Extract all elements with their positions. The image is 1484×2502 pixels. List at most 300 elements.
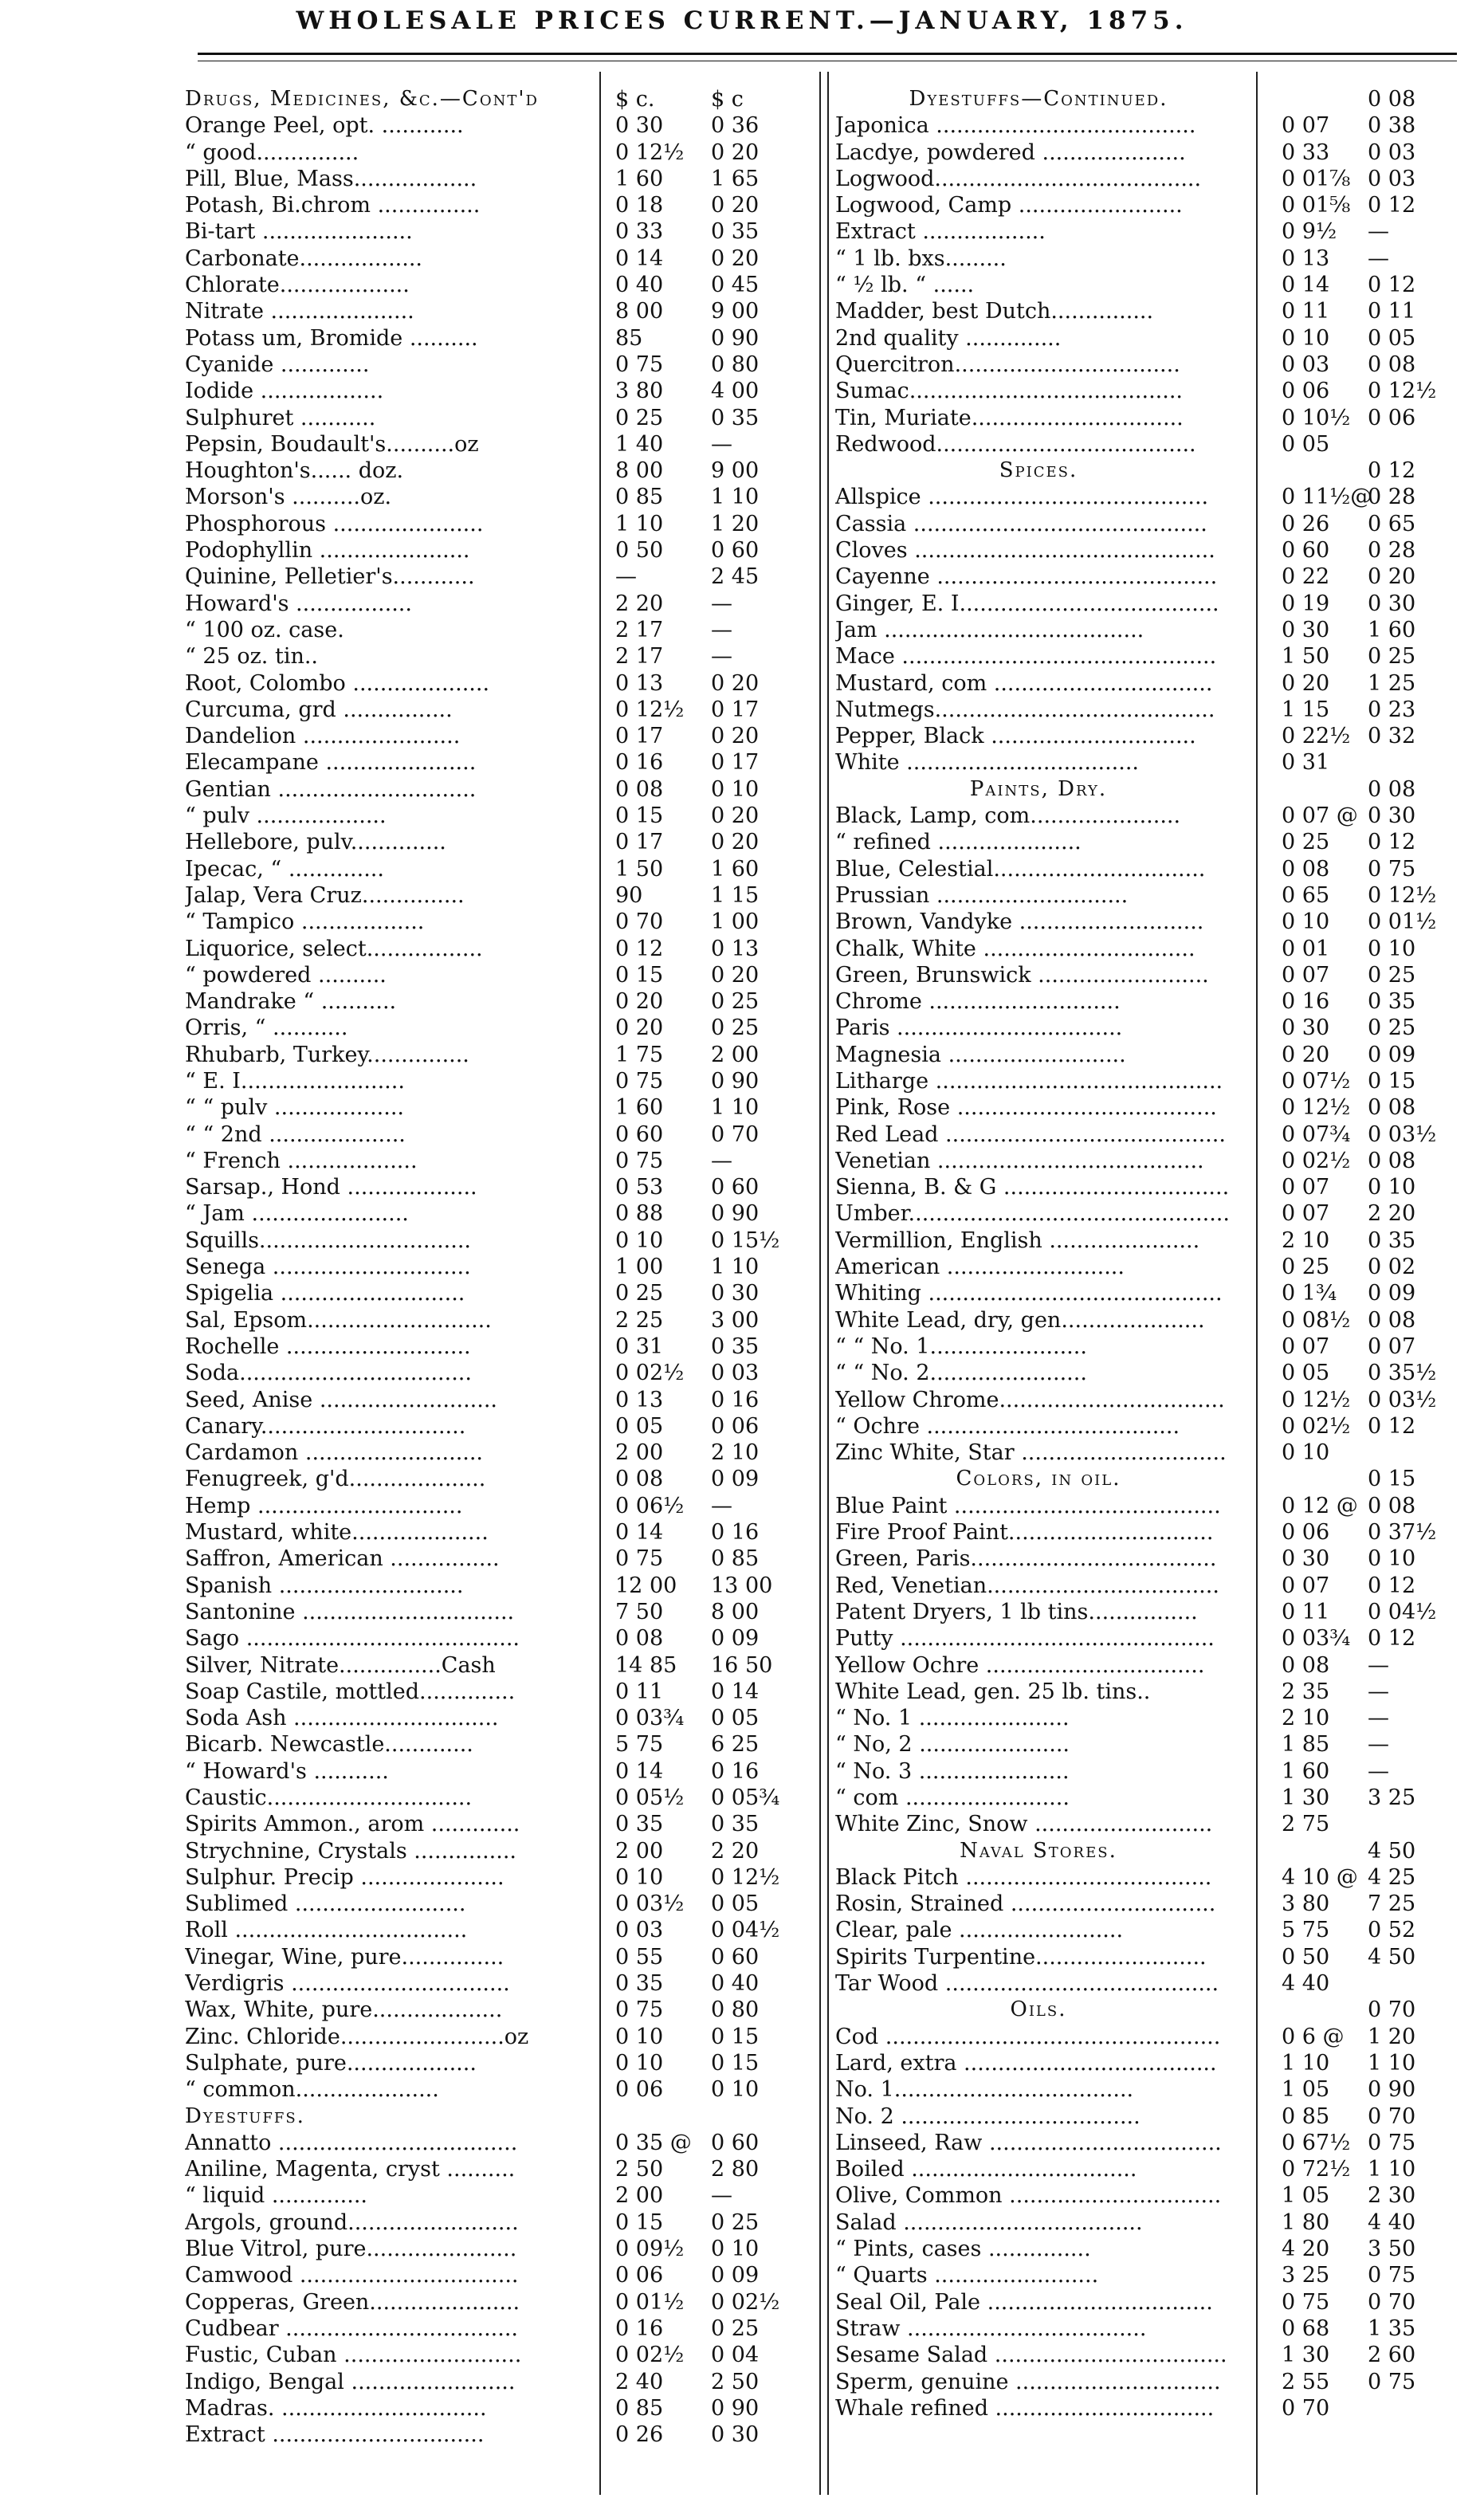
item-name: White Lead, gen. 25 lb. tins.. [835,1679,1151,1704]
price-row [835,2076,1457,2103]
price-row [835,325,1457,352]
item-name: Soda.................................. [185,1361,472,1386]
price-high: 0 08 [1368,776,1416,802]
item-name: Cyanide ............. [185,352,370,377]
price-high: — [1368,219,1389,245]
price-row [185,670,822,697]
price-low: 2 17 [615,644,664,670]
price-row [835,2209,1457,2236]
item-name: Sago ........................................ [185,1626,520,1652]
item-name: Jalap, Vera Cruz............... [185,882,465,908]
price-row [835,1652,1457,1679]
price-row [185,1015,822,1041]
price-high: 0 12½ [1368,379,1437,404]
item-name: Litharge .......................................... [835,1068,1223,1094]
item-name: “ Quarts ........................ [835,2263,1099,2288]
price-high: 0 10 [711,2077,760,2103]
price-low: 0 25 [615,405,664,430]
item-name: Madder, best Dutch............... [835,299,1154,324]
price-low: 0 08 [615,776,664,802]
price-high: 1 60 [1368,617,1416,642]
price-high: 0 12 [1368,1413,1416,1439]
price-high: 0 25 [711,989,760,1015]
price-high: 0 03 [1368,139,1416,165]
item-name: Orris, “ ........... [185,1015,348,1041]
item-name: Bicarb. Newcastle............. [185,1732,473,1758]
price-row [835,1891,1457,1917]
price-low: 0 10 [1282,909,1330,935]
price-low: 0 6 @ [1282,2024,1345,2049]
price-low: 0 02½ [1282,1413,1351,1439]
price-row [835,2369,1457,2395]
price-row [185,2182,822,2209]
item-name: Potash, Bi.chrom ............... [185,193,481,218]
item-name: Quercitron................................. [835,352,1180,377]
price-row [835,1413,1457,1440]
price-low: 0 17 [615,830,664,855]
item-name: Sienna, B. & G ................................. [835,1175,1230,1200]
price-high: 0 12½ [711,1864,780,1890]
item-name: Cayenne ......................................... [835,564,1218,590]
price-high: 3 50 [1368,2237,1416,2262]
price-row [835,431,1457,458]
price-high: 4 50 [1368,1838,1416,1864]
item-name: Cudbear .................................. [185,2315,518,2341]
price-low: 0 68 [1282,2315,1330,2341]
price-low: 0 1¾ [1282,1281,1337,1306]
price-row [185,2315,822,2342]
price-low: 0 88 [615,1201,664,1227]
price-low: 0 11 [1282,299,1330,324]
price-low: 0 08 [615,1467,664,1492]
price-row [835,1679,1457,1705]
item-name: Canary.............................. [185,1413,466,1439]
price-high: 0 20 [711,962,760,988]
price-low: 0 07 [1282,1175,1330,1200]
price-high: 0 05¾ [711,1785,780,1810]
price-low: 2 75 [1282,1812,1330,1837]
right-price-column [835,86,1457,2421]
price-low: 0 07 @ [1282,803,1358,829]
item-name: Prussian ............................ [835,882,1129,908]
price-low: 0 08 [1282,1652,1330,1678]
item-name: Fire Proof Paint.............................. [835,1520,1214,1546]
price-low: 85 [615,325,643,351]
price-low: 0 11 [615,1679,664,1704]
price-high: 3 25 [1368,1785,1416,1810]
price-high: 0 13 [711,936,760,961]
price-row [185,1679,822,1705]
price-row [835,1148,1457,1174]
price-high: — [1368,1758,1389,1784]
price-row [185,2236,822,2262]
price-low: 0 05 [1282,431,1330,457]
price-row [185,1466,822,1492]
price-low: 0 26 [615,2422,664,2448]
price-low: 1 80 [1282,2209,1330,2235]
price-low: 0 22½ [1282,724,1351,749]
price-high: 1 20 [1368,2024,1416,2049]
price-row [185,431,822,458]
price-row [835,2130,1457,2156]
item-name: Lard, extra ..................................... [835,2050,1217,2076]
price-low: 0 07¾ [1282,1121,1351,1147]
price-low: 0 75 [615,1997,664,2023]
price-high: 4 40 [1368,2209,1416,2235]
item-name: Lacdye, powdered ..................... [835,139,1186,165]
price-high: 4 25 [1368,1864,1416,1890]
price-high: 0 08 [1368,1148,1416,1173]
price-low: 0 33 [615,219,664,245]
price-row [185,484,822,510]
price-low: 0 01⅝ [1282,193,1351,218]
price-row [835,112,1457,139]
price-row [835,1519,1457,1546]
price-low: 0 20 [1282,1042,1330,1067]
price-high: 0 80 [711,1997,760,2023]
price-high: 0 08 [1368,1307,1416,1333]
item-name: Sarsap., Hond ................... [185,1175,477,1200]
price-low: 1 15 [1282,697,1330,722]
price-low: 0 11½@ [1282,485,1372,510]
section-header [835,1838,1457,1864]
price-high: 0 10 [711,2237,760,2262]
price-row [835,1864,1457,1891]
price-high: 16 50 [711,1652,773,1678]
item-name: Whale refined ................................ [835,2395,1215,2421]
price-row [835,1227,1457,1254]
item-name: Drugs, Medicines, &c.—Cont'd [185,87,539,111]
price-high: 0 12 [1368,273,1416,298]
price-row [185,1917,822,1943]
item-name: Curcuma, grd ................ [185,697,453,722]
price-high: 0 02 [1368,1255,1416,1280]
price-row [835,697,1457,723]
price-row [185,1944,822,1970]
price-high: — [711,1493,732,1518]
item-name: Dyestuffs—Continued. [909,87,1168,111]
price-row [185,1811,822,1837]
item-name: Rhubarb, Turkey............... [185,1042,469,1067]
price-high: 0 09 [711,1626,760,1652]
price-high: 0 60 [711,2130,760,2155]
price-low: 0 05½ [615,1785,685,1810]
price-row [835,1811,1457,1837]
price-low: 8 00 [615,299,664,324]
price-high: 0 70 [1368,2103,1416,2129]
item-name: Ginger, E. I...................................... [835,591,1219,616]
item-name: Root, Colombo .................... [185,670,490,696]
price-high: 0 28 [1368,538,1416,564]
price-row [835,2156,1457,2182]
item-name: “ Pints, cases ............... [835,2237,1091,2262]
price-row [185,298,822,324]
price-low: 0 85 [615,485,664,510]
price-high: 0 70 [1368,1997,1416,2023]
item-name: “ good............... [185,139,359,165]
price-low: 0 14 [615,245,664,271]
section-header [835,1997,1457,2023]
price-high: 0 20 [711,724,760,749]
price-low: 0 17 [615,724,664,749]
item-name: Chlorate................... [185,273,410,298]
price-row [835,1440,1457,1466]
price-low: 0 06½ [615,1493,685,1518]
price-row [835,564,1457,590]
price-high: 4 50 [1368,1944,1416,1970]
price-high: 0 08 [1368,352,1416,377]
price-low: 0 75 [615,1068,664,1094]
price-low: 0 20 [1282,670,1330,696]
price-row [835,829,1457,855]
price-low: 0 10 [1282,325,1330,351]
item-name: Soda Ash .............................. [185,1706,499,1731]
item-name: Oils. [1010,1997,1067,2022]
price-low: 0 15 [615,2209,664,2235]
price-high: 8 00 [711,1599,760,1624]
price-high: 0 70 [1368,2289,1416,2315]
price-row [185,2395,822,2421]
price-row [835,1944,1457,1970]
price-row [185,962,822,988]
price-high: 0 90 [1368,2077,1416,2103]
price-row [185,2262,822,2288]
price-low: 0 03½ [615,1891,685,1917]
item-name: Vermillion, English ...................... [835,1227,1200,1253]
price-high: 1 10 [1368,2157,1416,2182]
item-name: Santonine ............................... [185,1599,515,1624]
item-name: Putty .............................................. [835,1626,1215,1652]
price-row [185,1042,822,1068]
price-row [185,325,822,352]
item-name: Japonica ...................................... [835,113,1196,139]
price-high: 0 05 [1368,325,1416,351]
price-row [185,1254,822,1280]
price-row [835,723,1457,749]
price-low: 0 02½ [615,2343,685,2368]
price-low: 0 26 [1282,511,1330,536]
price-low: 0 65 [1282,882,1330,908]
price-low: 1 85 [1282,1732,1330,1758]
price-high: 0 85 [711,1546,760,1572]
price-low: 0 10 [615,2050,664,2076]
price-high: 0 12 [1368,1626,1416,1652]
price-high: 2 80 [711,2157,760,2182]
item-name: Spanish ........................... [185,1573,464,1598]
price-low: 0 13 [615,1387,664,1412]
price-low: 0 03 [615,1918,664,1943]
price-low: 0 60 [1282,538,1330,564]
price-row [835,139,1457,166]
price-row [185,803,822,829]
price-row [835,511,1457,537]
price-low: 2 00 [615,1838,664,1864]
price-high: — [1368,1732,1389,1758]
price-row [185,537,822,564]
price-high: 0 60 [711,1175,760,1200]
price-row [185,2369,822,2395]
price-row [835,909,1457,935]
price-row [835,1360,1457,1386]
page-title: WHOLESALE PRICES CURRENT.—JANUARY, 1875. [296,6,1188,35]
price-high: 0 03 [1368,166,1416,191]
item-name: Seed, Anise .......................... [185,1387,497,1412]
price-row [835,1493,1457,1519]
item-name: Zinc White, Star .............................. [835,1440,1227,1466]
price-row [835,2182,1457,2209]
price-row [835,1387,1457,1413]
price-row [185,2289,822,2315]
item-name: “ Jam ....................... [185,1201,409,1227]
price-high: 0 35 [1368,1227,1416,1253]
price-low: 2 25 [615,1307,664,1333]
item-name: Pill, Blue, Mass.................. [185,166,477,191]
item-name: Black Pitch .................................... [835,1864,1212,1890]
price-row [835,1280,1457,1306]
price-high: — [1368,1679,1389,1704]
price-high: 0 80 [711,352,760,377]
item-name: Sulphur. Precip ..................... [185,1864,504,1890]
price-row [185,112,822,139]
item-name: Colors, in oil. [956,1467,1121,1491]
price-high: 0 10 [711,776,760,802]
item-name: “ E. I........................ [185,1068,405,1094]
item-name: Annatto ................................... [185,2130,518,2155]
price-low: 0 53 [615,1175,664,1200]
price-high: 0 16 [711,1758,760,1784]
price-high: 0 35 [711,1812,760,1837]
price-row [185,1997,822,2023]
price-low: 0 70 [1282,2395,1330,2421]
price-low: 1 75 [615,1042,664,1067]
price-low: 0 12½ [615,697,685,722]
price-low: 0 75 [615,1148,664,1173]
price-low: 0 10½ [1282,405,1351,430]
price-high: 0 20 [711,670,760,696]
price-row [835,1917,1457,1943]
price-high: 0 09 [1368,1281,1416,1306]
item-name: Chalk, White ............................... [835,936,1195,961]
price-high: 0 10 [1368,1546,1416,1572]
price-row [835,882,1457,909]
price-low: 0 12 [615,936,664,961]
price-row [835,2103,1457,2130]
item-name: Sumac........................................ [835,379,1184,404]
price-low: 0 35 [615,1812,664,1837]
item-name: Copperas, Green...................... [185,2289,520,2315]
price-low: 0 08 [1282,856,1330,882]
price-high: 0 09 [711,2263,760,2288]
price-high: 0 90 [711,2395,760,2421]
price-row [185,1333,822,1360]
item-name: Gentian ............................. [185,776,477,802]
price-row [835,643,1457,670]
item-name: “ French ................... [185,1148,418,1173]
price-high: 0 38 [1368,113,1416,139]
price-high: 0 25 [711,2209,760,2235]
item-name: “ No, 2 ...................... [835,1732,1070,1758]
item-name: Logwood....................................... [835,166,1202,191]
section-header [835,458,1457,484]
item-name: Patent Dryers, 1 lb tins................ [835,1599,1198,1624]
item-name: Iodide .................. [185,379,384,404]
price-row [835,245,1457,272]
price-high: 2 20 [1368,1201,1416,1227]
price-high: 0 75 [1368,2130,1416,2155]
price-high: 13 00 [711,1573,773,1598]
price-row [835,670,1457,697]
price-low: 0 16 [615,2315,664,2341]
price-row [835,2262,1457,2288]
price-low: 0 50 [1282,1944,1330,1970]
price-low: 0 16 [615,750,664,776]
price-high: 0 10 [1368,1175,1416,1200]
item-name: Carbonate.................. [185,245,423,271]
item-name: Pepper, Black .............................. [835,724,1196,749]
price-high: 2 30 [1368,2183,1416,2209]
item-name: “ No. 1 ...................... [835,1706,1070,1731]
price-row [185,1625,822,1652]
price-high: 0 45 [711,273,760,298]
price-low: 0 31 [1282,750,1330,776]
item-name: Madras. .............................. [185,2395,487,2421]
price-row [185,1068,822,1094]
price-low: 0 07 [1282,1333,1330,1359]
item-name: Caustic.............................. [185,1785,473,1810]
item-name: White .................................. [835,750,1139,776]
price-low: 0 75 [615,1546,664,1572]
item-name: Hemp .............................. [185,1493,463,1518]
price-low: 2 35 [1282,1679,1330,1704]
price-low: 0 20 [615,989,664,1015]
price-high: 0 03½ [1368,1121,1437,1147]
item-name: “ liquid .............. [185,2183,367,2209]
price-low: 0 12½ [1282,1095,1351,1121]
price-low: 0 13 [615,670,664,696]
item-name: Venetian ....................................... [835,1148,1204,1173]
price-low: 0 08 [615,1626,664,1652]
price-row [835,484,1457,510]
price-row [835,1174,1457,1200]
price-high: 9 00 [711,299,760,324]
item-name: Quinine, Pelletier's............ [185,564,475,590]
price-row [185,1307,822,1333]
item-name: Phosphorous ...................... [185,511,484,536]
item-name: No. 2 ................................... [835,2103,1140,2129]
price-high: 7 25 [1368,1891,1416,1917]
price-low: 0 10 [1282,1440,1330,1466]
price-row [185,2076,822,2103]
price-high: 0 16 [711,1520,760,1546]
price-row [185,458,822,484]
item-name: Senega ............................. [185,1255,471,1280]
price-high: — [1368,1706,1389,1731]
price-low: 0 03 [1282,352,1330,377]
price-high: 0 32 [1368,724,1416,749]
price-high: 0 20 [711,139,760,165]
price-high: 0 03½ [1368,1387,1437,1412]
price-low: 1 50 [1282,644,1330,670]
item-name: Clear, pale ........................ [835,1918,1124,1943]
price-low: 90 [615,882,643,908]
item-name: Yellow Chrome................................. [835,1387,1225,1412]
price-row [835,1094,1457,1121]
price-low: 0 12 @ [1282,1493,1358,1518]
price-row [185,829,822,855]
price-low: 0 07 [1282,113,1330,139]
price-row [835,352,1457,378]
price-row [185,1280,822,1306]
